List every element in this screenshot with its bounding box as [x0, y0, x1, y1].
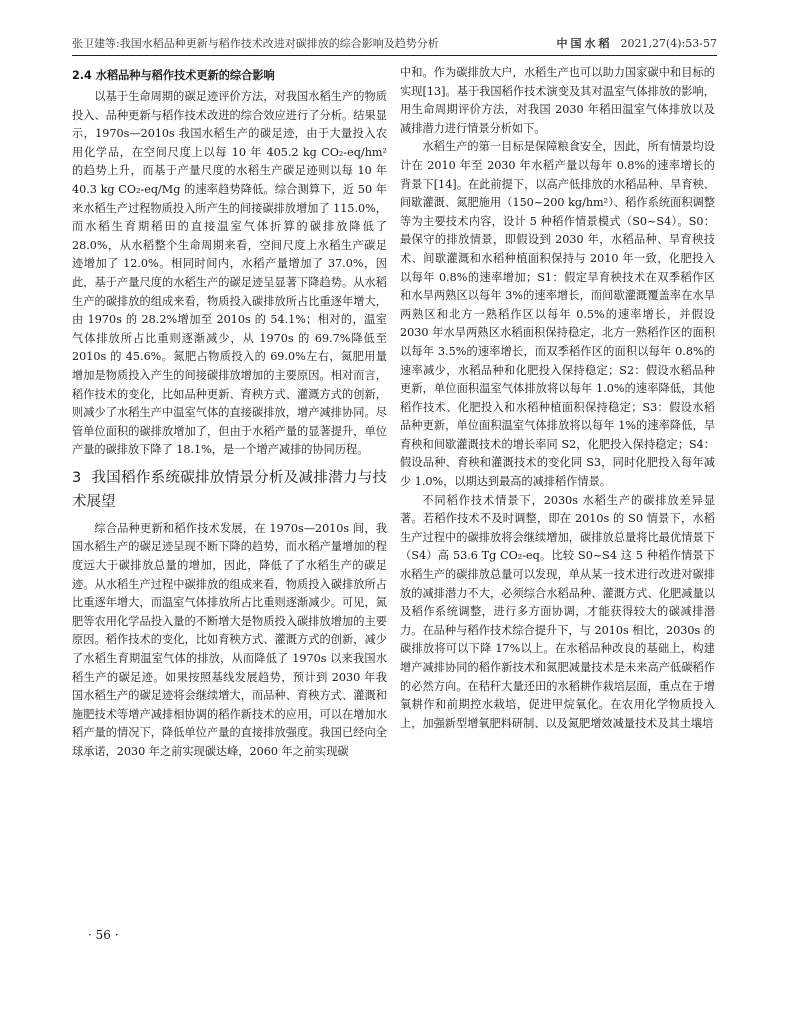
- paragraph: 以基于生命周期的碳足迹评价方法，对我国水稻生产的物质投入、品种更新与稻作技术改进的综合效应进行了分析。结果显示，1970s—2010s 我国水稻生产的碳足迹，由于大量投入农用化学品，在空间尺度上以每 10 年 405.2 kg CO₂-eq/hm² 的趋势上升，而基于产量尺度的水稻生产碳足迹则以每 10 年 40.3 kg CO₂-eq/Mg 的速率趋势降低。综合测算下，近 50 年来水稻生产过程物质投入所产生的间接碳排放增加了 115.0%，而水稻生育期稻田的直接温室气体折算的碳排放降低了 28.0%，从水稻整个生命周期来看，空间尺度上水稻生产碳足迹增加了 12.0%。相同时间内，水稻产量增加了 37.0%，因此，基于产量尺度的水稻生产的碳足迹呈显著下降趋势。从水稻生产的碳排放的组成来看，物质投入碳排放所占比重逐年增大，由 1970s 的 28.2%增加至 2010s 的 54.1%；相对的，温室气体排放所占比重则逐渐减少，从 1970s 的 69.7%降低至 2010s 的 45.6%。氮肥占物质投入的 69.0%左右，氮肥用量增加是物质投入产生的间接碳排放增加的主要原因。相对而言，稻作技术的变化，比如品种更新、育秧方式、灌溉方式的创新，则减少了水稻生产中温室气体的直接碳排放，增产减排协同。尽管单位面积的碳排放增加了，但由于水稻产量的显著提升，单位产量的碳排放下降了 18.1%，是一个增产减排的协同历程。: [72, 90, 387, 457]
- subsection-title: 2.4 水稻品种与稻作技术更新的综合影响: [72, 69, 275, 82]
- running-head-journal-info: [557, 34, 718, 54]
- section-heading: [72, 466, 387, 514]
- journal-issue: 2021,27(4):53-57: [620, 37, 717, 50]
- header-rule: [72, 55, 717, 56]
- right-column: [400, 64, 715, 733]
- left-column: [72, 64, 387, 762]
- running-head-authors-title: 张卫建等:我国水稻品种更新与稻作技术改进对碳排放的综合影响及趋势分析: [72, 37, 439, 50]
- paragraph: 不同稻作技术情景下，2030s 水稻生产的碳排放差异显著。若稻作技术不及时调整，即在 2010s 的 S0 情景下，水稻生产过程中的碳排放将会继续增加，碳排放总量将比最优情景下（S4）高 53.6 Tg CO₂-eq。比较 S0~S4 这 5 种稻作情景下水稻生产的碳排放总量可以发现，单从某一技术进行改进对碳排放的减排潜力不大，必须综合水稻品种、灌溉方式、化肥减量以及稻作系统调整，进行多方面协调，才能获得较大的碳减排潜力。在品种与稻作技术综合提升下，与 2010s 相比，2030s 的碳排放将可以下降 17%以上。在水稻品种改良的基础上，构建增产减排协同的稻作新技术和氮肥减量技术是未来高产低碳稻作的必然方向。在秸秆大量还田的水稻耕作栽培层面，重点在于增氧耕作和前期控水栽培，促进甲烷氧化。在农用化学物质投入上，加强新型增氧肥料研制、以及氮肥增效减量技术及其土壤培: [400, 493, 715, 730]
- running-head: [72, 34, 717, 54]
- journal-name: 中国水稻: [556, 37, 613, 50]
- paragraph-continued: 中和。作为碳排放大户，水稻生产也可以助力国家碳中和目标的实现[13]。基于我国稻作技术演变及其对温室气体排放的影响，用生命周期评价方法，对我国 2030 年稻田温室气体排放以及减排潜力进行情景分析如下。: [400, 66, 715, 135]
- section-number: 3: [72, 469, 82, 486]
- page-number: · 56 ·: [88, 928, 119, 942]
- paragraph: 综合品种更新和稻作技术发展，在 1970s—2010s 间，我国水稻生产的碳足迹呈现不断下降的趋势，而水稻产量增加的程度远大于碳排放总量的增加，因此，降低了了水稻生产的碳足迹。从水稻生产过程中碳排放的组成来看，物质投入碳排放所占比重逐年增大，而温室气体排放所占比重则逐渐减少。可见，氮肥等农用化学品投入量的不断增大是物质投入碳排放增加的主要原因。稻作技术的变化，比如育秧方式、灌溉方式的创新，减少了水稻生育期温室气体的排放，从而降低了 1970s 以来我国水稻生产的碳足迹。如果按照基线发展趋势，预计到 2030 年我国水稻生产的碳足迹将会继续增大，而品种、育秧方式、灌溉和施肥技术等增产减排相协调的稻作新技术的应用，可以在增加水稻产量的情况下，降低单位产量的直接排放强度。我国已经向全球承诺，2030 年之前实现碳达峰，2060 年之前实现碳: [72, 521, 387, 758]
- paragraph: 水稻生产的第一目标是保障粮食安全，因此，所有情景均设计在 2010 年至 2030 年水稻产量以每年 0.8%的速率增长的背景下[14]。在此前提下，以高产低排放的水稻品种、旱育秧、间歇灌溉、氮肥施用（150~200 kg/hm²）、稻作系统面积调整等为主要技术内容，设计 5 种稻作情景模式（S0~S4）。S0：最保守的排放情景，即假设到 2030 年，水稻品种、旱育秧技术、间歇灌溉和水稻种植面积保持与 2010 年一致，化肥投入以每年 0.8%的速率增加；S1：假定旱育秧技术在双季稻作区和水旱两熟区以每年 3%的速率增长，而间歇灌溉覆盖率在水旱两熟区和北方一熟稻作区以每年 0.5%的速率增长，并假设 2030 年水旱两熟区水稻面积保持稳定，北方一熟稻作区的面积以每年 3.5%的速率增长，而双季稻作区的面积以每年 0.8%的速率减少，水稻品种和化肥投入保持稳定；S2：假设水稻品种更新，单位面积温室气体排放将以每年 1.0%的速率降低，其他稻作技术、化肥投入和水稻种植面积保持稳定；S3：假设水稻品种更新，单位面积温室气体排放将以每年 1%的速率降低，旱育秧和间歇灌溉技术的增长率同 S2，化肥投入保持稳定；S4：假设品种、育秧和灌溉技术的变化同 S3，同时化肥投入每年减少 1.0%，以期达到最高的减排稻作情景。: [400, 140, 715, 489]
- section-title: 我国稻作系统碳排放情景分析及减排潜力与技术展望: [72, 469, 387, 510]
